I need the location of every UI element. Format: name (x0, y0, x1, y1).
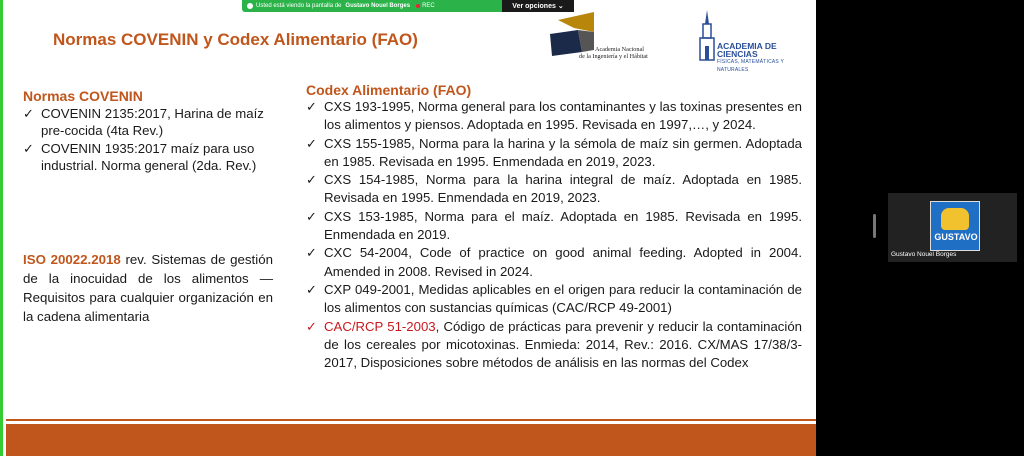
list-item: ✓ COVENIN 1935:2017 maíz para uso industrial. Norma general (2da. Rev.) (23, 141, 257, 173)
academia-ingenieria-name: Academia Nacional de la Ingeniería y el Hábitat (579, 46, 648, 60)
list-item: ✓ CXP 049-2001, Medidas aplicables en el origen para reducir la contaminación de los alimentos con sustancias químicas (CAC/RCP 49-2001) (306, 281, 802, 316)
check-icon: ✓ (306, 245, 317, 261)
covenin-section (23, 88, 273, 174)
rec-indicator: REC (416, 3, 435, 9)
screen-share-banner (242, 0, 574, 12)
list-item: ✓ CXS 193-1995, Norma general para los contaminantes y las toxinas presentes en los alimentos y piensos. Adoptada en 1995. Revisada en 1997,…, y 2024. (306, 99, 802, 133)
rec-dot-icon (416, 4, 420, 8)
slide-title: Normas COVENIN y Codex Alimentario (FAO) (53, 30, 418, 49)
footer-line (6, 419, 819, 421)
share-status-icon (247, 3, 253, 9)
panel-resize-handle[interactable] (873, 214, 876, 238)
check-icon: ✓ (306, 99, 317, 114)
iso-code: ISO 20022.2018 (23, 252, 121, 267)
view-options-button[interactable]: Ver opciones ⌄ (502, 0, 574, 12)
check-icon: ✓ (306, 135, 317, 151)
list-item: ✓ CAC/RCP 51-2003, Código de prácticas para prevenir y reducir la contaminación de los cereales por micotoxinas. Enmieda: 2014, Rev.: 2016. CX/MAS 17/38/3-2017, Disposiciones sobre métodos de análisis en las normas del Codex (306, 318, 802, 371)
avatar: GUSTAVO (930, 201, 980, 251)
list-item: ✓ CXC 54-2004, Code of practice on good animal feeding. Adopted in 2004. Amended in 2008. Revised in 2024. (306, 245, 802, 279)
footer-bar (6, 424, 819, 456)
covenin-heading: Normas COVENIN (23, 88, 143, 104)
codex-heading: Codex Alimentario (FAO) (306, 82, 472, 98)
share-prefix: Usted está viendo la pantalla de (256, 3, 342, 9)
check-icon: ✓ (23, 106, 34, 121)
list-item: ✓ CXS 155-1985, Norma para la harina y la sémola de maíz sin germen. Adoptada en 1985. Revisada en 1995. Enmendada en 2019, 2023. (306, 135, 802, 169)
check-icon: ✓ (306, 318, 317, 334)
list-item: ✓ CXS 154-1985, Norma para la harina integral de maíz. Adoptada en 1985. Revisada en 1995. Enmendada en 2019, 2023. (306, 172, 802, 206)
check-icon: ✓ (306, 172, 317, 188)
academia-ciencias-name: ACADEMIA DE CIENCIAS FÍSICAS, MATEMÁTICAS Y NATURALES (717, 41, 784, 73)
participant-tile[interactable] (888, 193, 1017, 262)
check-icon: ✓ (23, 141, 34, 156)
check-icon: ✓ (306, 281, 317, 297)
check-icon: ✓ (306, 208, 317, 224)
chevron-down-icon: ⌄ (557, 3, 564, 10)
iso-paragraph: ISO 20022.2018 rev. Sistemas de gestión de la inocuidad de los alimentos — Requisitos para cualquier organización en la cadena alimentaria (23, 252, 273, 324)
codex-section (306, 82, 802, 372)
dog-icon (941, 208, 969, 230)
list-item: ✓ COVENIN 2135:2017, Harina de maíz pre-cocida (4ta Rev.) (23, 106, 264, 138)
academia-ciencias-tower-icon (697, 10, 717, 62)
highlight-code: CAC/RCP 51-2003 (324, 318, 436, 334)
list-item: ✓ CXS 153-1985, Norma para el maíz. Adoptada en 1985. Revisada en 1995. Enmendada en 2019. (306, 208, 802, 243)
participant-name: Gustavo Nouel Borges (891, 251, 957, 258)
presenter-name: Gustavo Nouel Borges (345, 3, 411, 9)
